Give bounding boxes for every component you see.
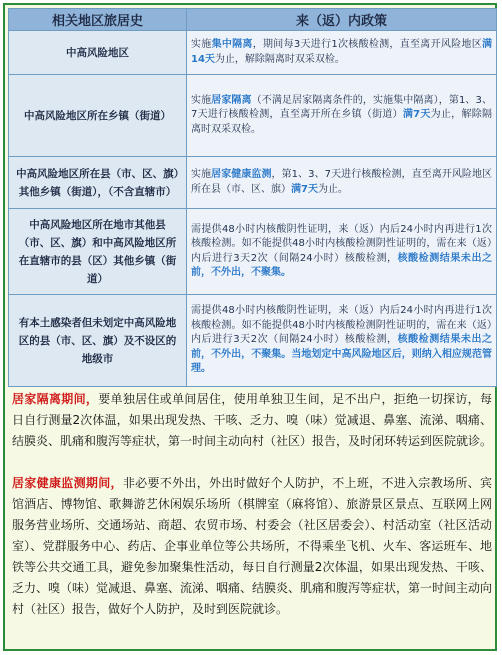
- row-4-region: 中高风险地区所在地市其他县（市、区、旗）和中高风险地区所在直辖市的县（区）其他乡镇（街道）: [9, 209, 187, 295]
- highlighted-text: 满14天: [191, 39, 492, 65]
- row-5-region: 有本土感染者但未划定中高风险地区的县（市、区、旗）及不设区的地级市: [9, 295, 187, 387]
- row-2-policy: [187, 75, 497, 157]
- row-1-policy: [187, 31, 497, 75]
- highlighted-text: 满7天: [291, 183, 318, 195]
- row-5-policy: [187, 295, 497, 387]
- highlighted-text: 居家健康监测: [211, 169, 272, 180]
- policy-text: 为止，解除隔离时双采双检。: [191, 109, 492, 135]
- row-2-region: 中高风险地区所在乡镇（街道）: [9, 75, 187, 157]
- table-row: [9, 295, 497, 387]
- row-1-region: 中高风险地区: [9, 31, 187, 75]
- row-3-region: 中高风险地区所在县（市、区、旗）其他乡镇（街道），（不含直辖市）: [9, 157, 187, 209]
- policy-text: 为止，解除隔离时双采双检。: [214, 53, 345, 65]
- table-header-row: [9, 9, 497, 31]
- header-entry-policy: 来（返）内政策: [187, 9, 497, 31]
- header-travel-history: 相关地区旅居史: [9, 9, 187, 31]
- policy-text: ，期间每3天进行1次核酸检测，直至离开风险地区: [252, 39, 482, 50]
- policy-text: 实施: [191, 39, 212, 50]
- home-isolation-keyword: 居家隔离期间，: [12, 392, 99, 406]
- row-4-policy: [187, 209, 497, 295]
- highlighted-text: 核酸检测结果未出之前，不外出，不聚集。: [191, 252, 493, 278]
- home-isolation-note: [12, 389, 492, 452]
- health-monitoring-text: 非必要不外出，外出时做好个人防护，不上班，不进入宗教场所、宾馆酒店、博物馆、歌舞游艺休闲娱乐场所（棋牌室（麻将馆）、旅游景区景点、互联网上网服务营业场所、交通场站、商超、农贸市场、村委会（社区居委会）、村活动室（社区活动室）、党群服务中心、药店、企事业单位等公共场所，不得乘坐飞机、火车、客运班车、地铁等公共交通工具，避免参加聚集性活动，每日自行测量2次体温，如果出现发热、干咳、乏力、嗅（味）觉减退、鼻塞、流涕、咽痛、结膜炎、肌痛和腹泻等症状，第一时间主动向村（社区）报告，做好个人防护，及时到医院就诊。: [12, 476, 493, 616]
- highlighted-text: 集中隔离: [211, 39, 253, 50]
- notes-section: [12, 389, 492, 620]
- health-monitoring-keyword: 居家健康监测期间，: [12, 476, 123, 490]
- policy-text: 实施: [191, 94, 212, 106]
- table-row: [9, 75, 497, 157]
- highlighted-text: 核酸检测结果未出之前，不外出，不聚集。当地划定中高风险地区后，则纳入相应规范管理。: [191, 334, 493, 375]
- highlighted-text: 居家隔离: [211, 94, 252, 106]
- page-frame: [3, 3, 497, 651]
- policy-text: （不满足居家隔离条件的，实施集中隔离），第1、3、7天进行核酸检测，直至离开所在乡镇（街道）: [191, 94, 492, 121]
- policy-text: ，第1、3、7天进行核酸检测，直至离开风险地区所在县（市、区、旗）: [191, 169, 493, 195]
- policy-text: 需提供48小时内核酸阴性证明，来（返）内后24小时内再进行1次核酸检测。如不能提供48小时内核酸检测阴性证明的，需在来（返）内后进行3天2次（间隔24小时）核酸检测，: [191, 305, 492, 346]
- highlighted-text: 满7天: [402, 109, 431, 121]
- health-monitoring-note: [12, 473, 492, 620]
- policy-text: 需提供48小时内核酸阴性证明，来（返）内后24小时内再进行1次核酸检测。如不能提供48小时内核酸检测阴性证明的，需在来（返）内后进行3天2次（间隔24小时）核酸检测，: [191, 223, 492, 264]
- policy-text: 实施: [191, 169, 212, 180]
- table-row: [9, 209, 497, 295]
- policy-table: [8, 8, 497, 387]
- row-3-policy: [187, 157, 497, 209]
- table-row: [9, 157, 497, 209]
- policy-text: 为止。: [317, 183, 348, 195]
- home-isolation-text: 要单独居住或单间居住，使用单独卫生间，足不出户，拒绝一切探访，每日自行测量2次体温，如果出现发热、干咳、乏力、嗅（味）觉减退、鼻塞、流涕、咽痛、结膜炎、肌痛和腹泻等症状，第一时间主动向村（社区）报告，及时闭环转运到医院就诊。: [12, 392, 493, 448]
- table-row: [9, 31, 497, 75]
